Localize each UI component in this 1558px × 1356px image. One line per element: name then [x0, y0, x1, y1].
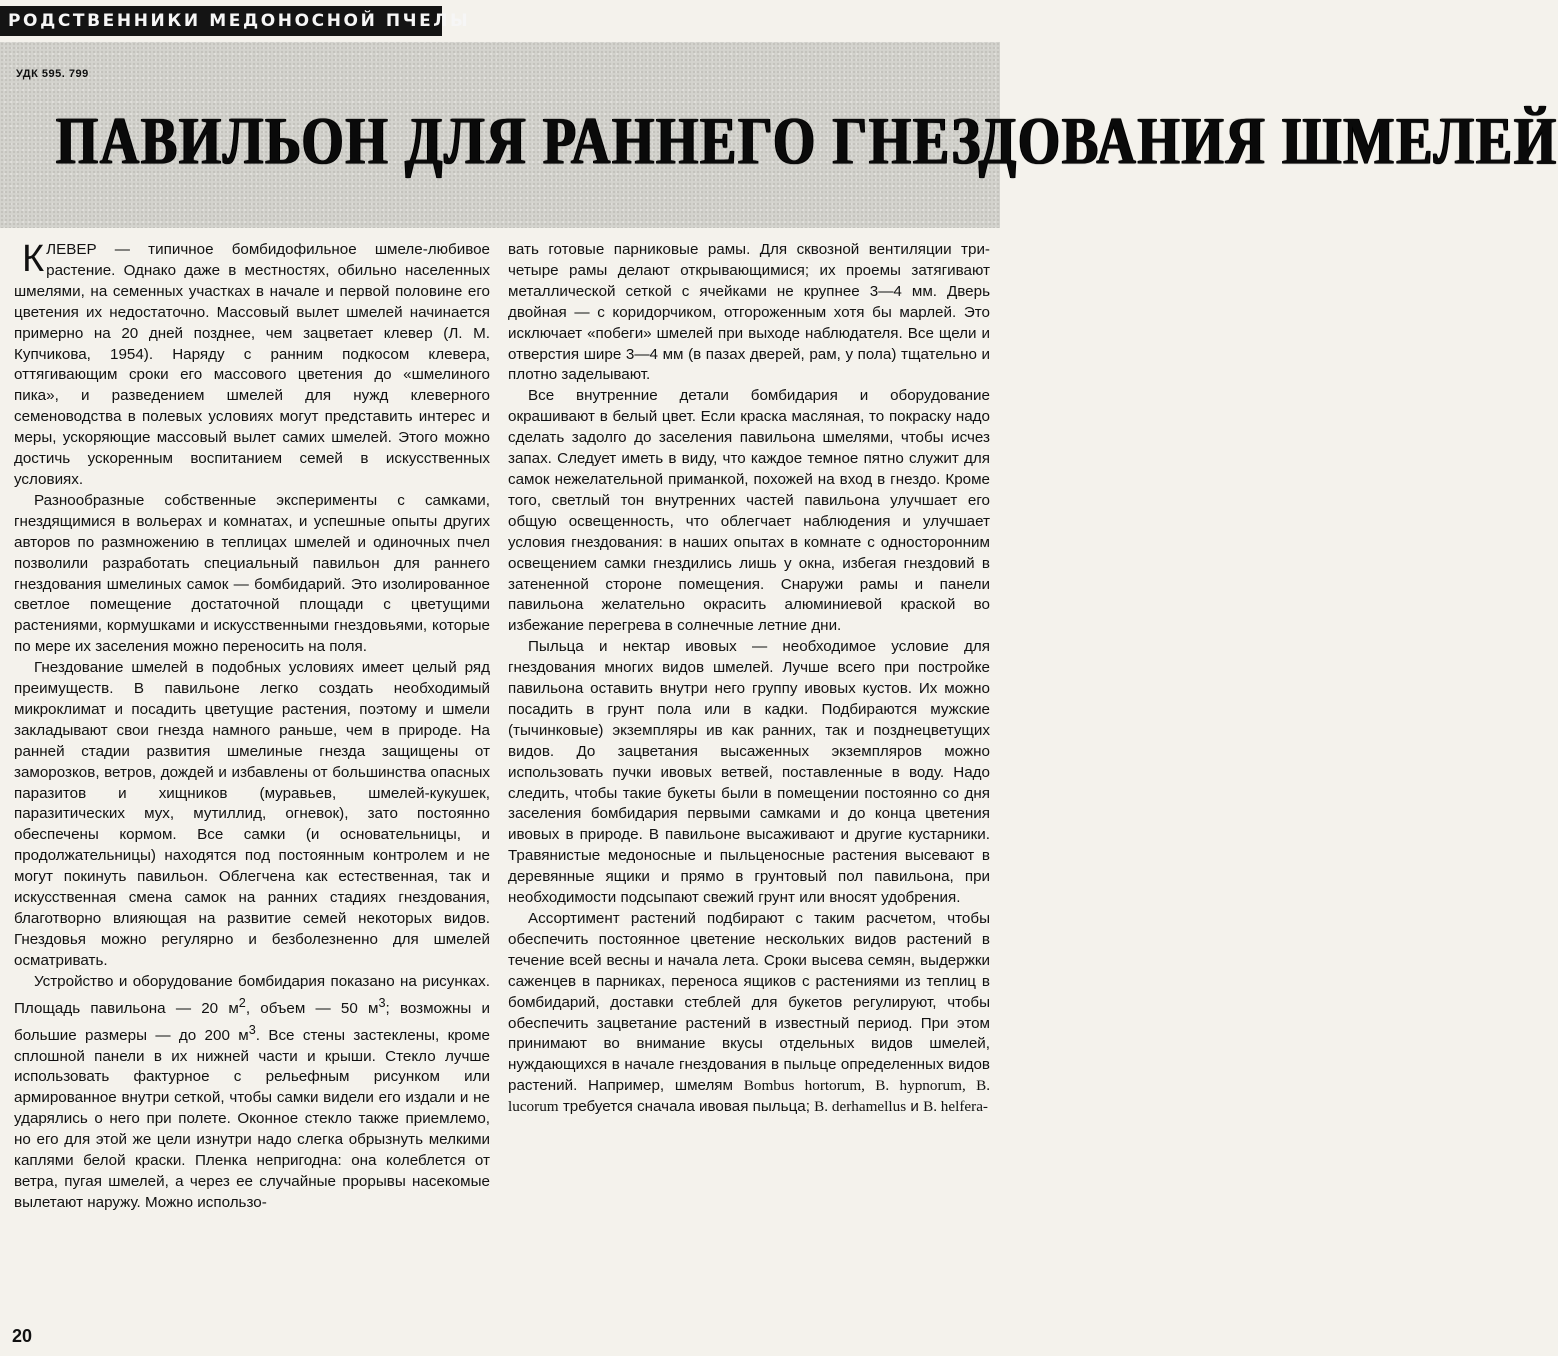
paragraph-intro — [14, 240, 490, 491]
drop-cap: К — [22, 238, 45, 280]
latin-species: Bombus hortorum, B. hypnorum, B. lucorum — [508, 1077, 990, 1116]
paragraph: Гнездование шмелей в подобных условиях имеет целый ряд преимуществ. В павильоне легко создать необходимый микроклимат и посадить цветущие растения, поэтому и шмели закладывают свои гнезда намного раньше, чем в природе. На ранней стадии развития шмелиные гнезда защищены от заморозков, ветров, дождей и избавлены от большинства опасных паразитов и хищников (муравьев, шмелей-кукушек, паразитических мух, мутиллид, огневок), зато постоянно обеспечены кормом. Все самки (и основательницы, и продолжательницы) находятся под постоянным контролем и не могут покинуть павильон. Облегчена как естественная, так и искусственная смена самок на ранних стадиях гнездования, благотворно влияющая на развитие семей некоторых видов. Гнездовья можно регулярно и безболезненно для шмелей осматривать. — [14, 659, 490, 969]
superscript: 3 — [378, 995, 386, 1010]
paragraph-continued: вать готовые парниковые рамы. Для сквозной вентиляции три-четыре рамы делают открывающимися; их проемы затягивают металлической сеткой с ячейками не крупнее 3—4 мм. Дверь двойная — с коридорчиком, отгороженным хотя бы марлей. Это исключает «побеги» шмелей при выходе наблюдателя. Все щели и отверстия шире 3—4 мм (в пазах дверей, рам, у пола) тщательно и плотно заделывают. — [508, 241, 990, 384]
latin-species: B. derhamellus — [814, 1098, 907, 1116]
paragraph: Пыльца и нектар ивовых — необходимое условие для гнездования многих видов шмелей. Лучше всего при постройке павильона оставить внутри него группу ивовых кустов. Их можно посадить в грунт пола или в кадки. Подбираются мужские (тычинковые) экземпляры ив как ранних, так и позднецветущих видов. До зацветания высаженных экземпляров можно использовать пучки ивовых ветвей, поставленные в воду. Надо следить, чтобы такие букеты были в помещении постоянно со дня заселения бомбидария первыми самками и до конца цветения ивовых в природе. В павильоне высаживают и другие кустарники. Травянистые медоносные и пыльценосные растения высевают в деревянные ящики и прямо в грунтовый пол павильона, при необходимости подсыпают свежий грунт или вносят удобрения. — [508, 638, 990, 907]
paragraph: Все внутренние детали бомбидария и оборудование окрашивают в белый цвет. Если краска масляная, то покраску надо сделать задолго до заселения павильона шмелями, чтобы исчез запах. Следует иметь в виду, что каждое темное пятно служит для самок нежелательной приманкой, похожей на вход в гнездо. Кроме того, светлый тон внутренних частей павильона улучшает его общую освещенность, что облегчает наблюдения и улучшает условия гнездования: в наших опытах в комнате с односторонним освещением самки гнездились лишь у окна, избегая гнездовий в затененной стороне помещения. Снаружи рамы и панели павильона желательно окрасить алюминиевой краской во избежание перегрева в солнечные летние дни. — [508, 387, 990, 635]
paragraph-design: Устройство и оборудование бомбидария показано на рисунках. Площадь павильона — 20 $м^2$, объем — 50 $м^3$; возможны и большие размеры — до 200 $м^3$. Все стены застеклены, кроме сплошной панели в их нижней части и крыши. Стекло лучше использовать фактурное с рельефным рисунком или армированное внутри сеткой, чтобы самки видели его издали и не ударялись о него при полете. Оконное стекло также приемлемо, но его для этой же цели изнутри надо слегка обрызнуть мелкими каплями белой краски. Пленка непригодна: она колеблется от ветра, пугая шмелей, а через ее случайные прорывы насекомые вылетают наружу. Можно использо- — [14, 972, 490, 1211]
page-number: 20 — [12, 1326, 33, 1346]
left-column — [14, 240, 490, 1214]
paragraph: Разнообразные собственные эксперименты с самками, гнездящимися в вольерах и комнатах, и успешные опыты других авторов по размножению в теплицах шмелей и одиночных пчел позволили разработать специальный павильон для раннего гнездования шмелиных самок — бомбидарий. Это изолированное светлое помещение достаточной площади с цветущими растениями, кормушками и искусственными гнездовьями, которые по мере их заселения можно переносить на поля. — [14, 491, 490, 656]
paragraph-plants: Ассортимент растений подбирают с таким расчетом, чтобы обеспечить постоянное цветение нескольких видов растений в течение всей весны и начала лета. Сроки высева семян, выдержки саженцев в парниках, переноса ящиков с растениями из теплиц в бомбидарий, доставки стеблей для букетов регулируют, чтобы обеспечить зацветание растений в известный период. При этом принимают во внимание вкусы отдельных видов шмелей, нуждающихся в начале гнездования в пыльце определенных видов растений. Например, шмелям Bombus hortorum, B. hypnorum, B. lucorum требуется сначала ивовая пыльца; B. derhamellus и B. helfera- — [508, 910, 990, 1116]
udk-code: УДК 595. 799 — [16, 68, 89, 80]
superscript: 3 — [248, 1022, 256, 1037]
paragraph-text: ЛЕВЕР — типичное бомбидофильное шмеле-любивое растение. Однако даже в местностях, обильно населенных шмелями, на семенных участках в начале и первой половине его цветения их недостаточно. Массовый вылет шмелей начинается примерно на 20 дней позднее, чем зацветает клевер (Л. М. Купчикова, 1954). Наряду с ранним подкосом клевера, оттягивающим сроки его массового цветения до «шмелиного пика», и разведением шмелей для нужд клеверного семеноводства в полевых условиях могут представить интерес и меры, ускоряющие массовый вылет самих шмелей. Этого можно достичь ускоренным воспитанием семей в искусственных условиях. — [14, 241, 490, 488]
latin-species: B. helfera- — [923, 1098, 988, 1116]
superscript: 2 — [238, 995, 246, 1010]
right-column — [508, 240, 990, 1118]
title-banner — [0, 42, 1558, 228]
section-rubric: РОДСТВЕННИКИ МЕДОНОСНОЙ ПЧЕЛЫ — [0, 6, 442, 36]
article-title: ПАВИЛЬОН ДЛЯ РАННЕГО ГНЕЗДОВАНИЯ ШМЕЛЕЙ — [56, 103, 1558, 179]
